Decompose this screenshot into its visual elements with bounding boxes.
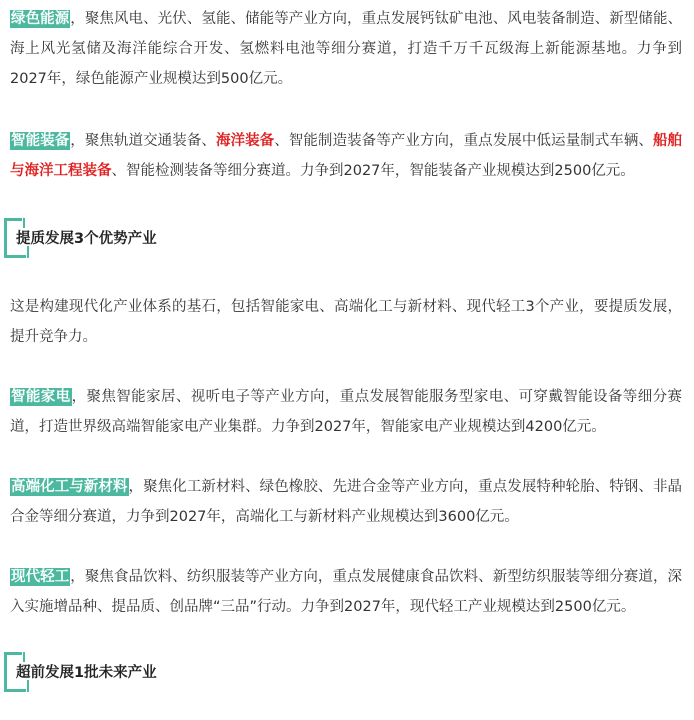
paragraph-text: 、智能制造装备等产业方向，重点发展中低运量制式车辆、: [274, 133, 653, 149]
tag-smart-appliance: 智能家电: [11, 389, 71, 405]
paragraph-text: ，聚焦风电、光伏、氢能、储能等产业方向，重点发展钙钛矿电池、风电装备制造、新型储能、海上风光氢储及海洋能综合开发、氢燃料电池等细分赛道，打造千万千瓦级海上新能源基地。力争到2027年，绿色能源产业规模达到500亿元。: [10, 11, 683, 87]
paragraph-chemical-materials: [10, 472, 682, 532]
paragraph-text: ，聚焦轨道交通装备、: [70, 133, 216, 149]
paragraph-smart-equipment: [10, 126, 682, 186]
paragraph-text: ，聚焦化工新材料、绿色橡胶、先进合金等产业方向，重点发展特种轮胎、特钢、非晶合金等细分赛道，力争到2027年，高端化工与新材料产业规模达到3600亿元。: [10, 479, 683, 525]
tag-green-energy: 绿色能源: [11, 11, 70, 27]
tag-light-industry: 现代轻工: [11, 569, 70, 585]
highlight-ship-engineering: 船舶与海洋工程装备: [10, 133, 683, 179]
tag-smart-equipment: 智能装备: [11, 133, 70, 149]
section-title: 超前发展1批未来产业: [16, 665, 157, 681]
paragraph-text: 、智能检测装备等细分赛道。力争到2027年，智能装备产业规模达到2500亿元。: [111, 163, 635, 179]
section-heading-advantage: [4, 218, 304, 258]
tag-chemical-materials: 高端化工与新材料: [11, 479, 128, 495]
paragraph-text: ，聚焦食品饮料、纺织服装等产业方向，重点发展健康食品饮料、新型纺织服装等细分赛道，深入实施增品种、提品质、创品牌“三品”行动。力争到2027年，现代轻工产业规模达到2500亿元。: [10, 569, 683, 615]
paragraph-intro: 这是构建现代化产业体系的基石，包括智能家电、高端化工与新材料、现代轻工3个产业，要提质发展，提升竞争力。: [10, 299, 682, 345]
paragraph-green-energy: [10, 4, 682, 94]
section-heading-future: [4, 652, 304, 692]
paragraph-text: ，聚焦智能家居、视听电子等产业方向，重点发展智能服务型家电、可穿戴智能设备等细分赛道，打造世界级高端智能家电产业集群。力争到2027年，智能家电产业规模达到4200亿元。: [10, 389, 682, 435]
paragraph-smart-appliance: [10, 382, 682, 442]
section-title: 提质发展3个优势产业: [16, 231, 157, 247]
paragraph-light-industry: [10, 562, 682, 622]
highlight-marine-equipment: 海洋装备: [215, 133, 275, 149]
